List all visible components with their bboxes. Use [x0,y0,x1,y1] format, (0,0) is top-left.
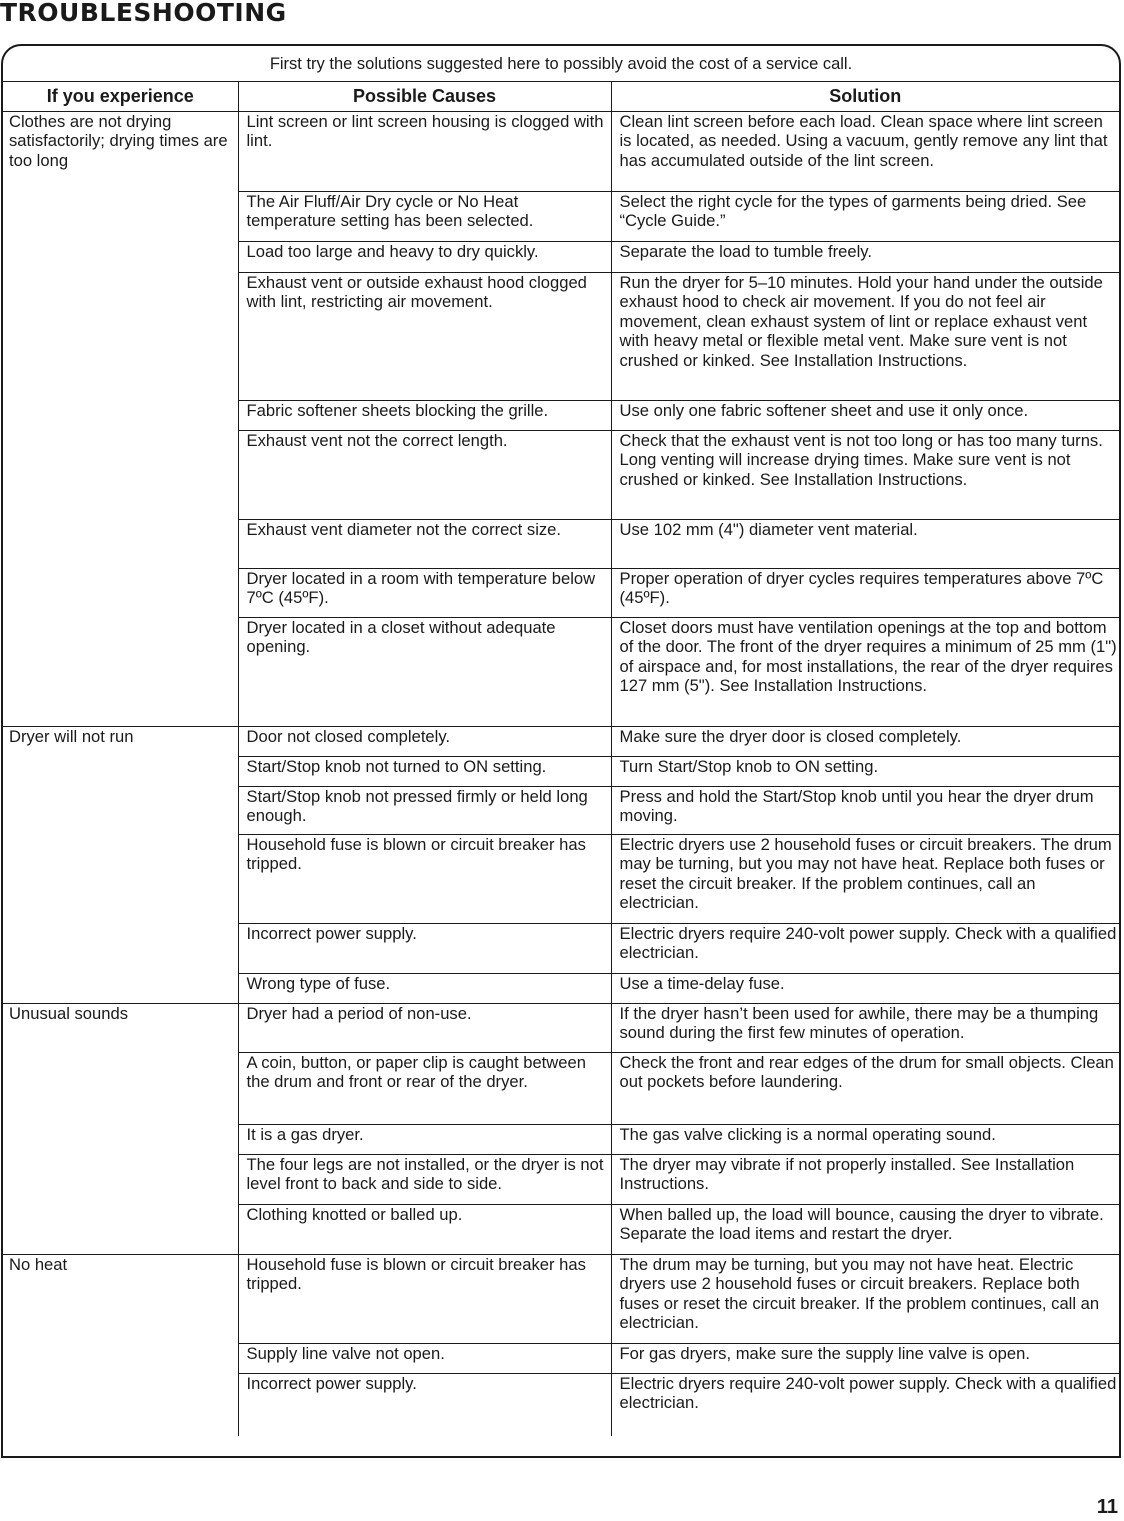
symptom-cell: Dryer will not run [3,727,238,1004]
table-row [3,727,1119,757]
solution-cell: Use only one fabric softener sheet and use it only once. [611,401,1119,431]
page-title: TROUBLESHOOTING [0,0,287,27]
solution-cell: The dryer may vibrate if not properly installed. See Installation Instructions. [611,1155,1119,1205]
solution-cell: Press and hold the Start/Stop knob until you hear the dryer drum moving. [611,787,1119,835]
cause-cell: Dryer located in a room with temperature below 7ºC (45ºF). [238,569,611,618]
solution-cell: If the dryer hasn’t been used for awhile, there may be a thumping sound during the first few minutes of operation. [611,1004,1119,1053]
solution-cell: Check the front and rear edges of the drum for small objects. Clean out pockets before laundering. [611,1053,1119,1125]
cause-cell: A coin, button, or paper clip is caught between the drum and front or rear of the dryer. [238,1053,611,1125]
cause-cell: Start/Stop knob not turned to ON setting. [238,757,611,787]
table-row [3,1004,1119,1053]
cause-cell: The four legs are not installed, or the dryer is not level front to back and side to side. [238,1155,611,1205]
solution-cell: Separate the load to tumble freely. [611,242,1119,273]
solution-cell: Clean lint screen before each load. Clean space where lint screen is located, as needed. Using a vacuum, gently remove any lint that has accumulated outside of the lint screen. [611,112,1119,192]
cause-cell: Incorrect power supply. [238,924,611,974]
solution-cell: Electric dryers require 240-volt power supply. Check with a qualified electrician. [619,1374,1117,1413]
symptom-cell: Unusual sounds [3,1004,238,1255]
header-if-you-experience: If you experience [3,82,238,112]
cause-cell: Lint screen or lint screen housing is clogged with lint. [238,112,611,192]
symptom-cell: Clothes are not drying satisfactorily; drying times are too long [3,112,238,727]
cause-cell: Dryer located in a closet without adequate opening. [238,618,611,727]
solution-cell: For gas dryers, make sure the supply line valve is open. [611,1344,1119,1374]
page-number: 11 [1096,1496,1118,1518]
cause-cell: Household fuse is blown or circuit breaker has tripped. [238,1255,611,1344]
header-row [3,82,1119,112]
solution-cell: Electric dryers use 2 household fuses or circuit breakers. The drum may be turning, but you may not have heat. Replace both fuses or reset the circuit breaker. If the problem continues, call an electrician. [611,835,1119,924]
cause-cell: Exhaust vent diameter not the correct size. [238,520,611,569]
solution-cell: Turn Start/Stop knob to ON setting. [611,757,1119,787]
cause-cell: Door not closed completely. [238,727,611,757]
cause-cell: Supply line valve not open. [238,1344,611,1374]
solution-cell: Run the dryer for 5–10 minutes. Hold your hand under the outside exhaust hood to check air movement. If you do not feel air movement, clean exhaust system of lint or replace exhaust vent with heavy metal or flexible metal vent. Make sure vent is not crushed or kinked. See Installation Instructions. [611,273,1119,401]
cause-cell: Dryer had a period of non-use. [238,1004,611,1053]
cause-cell: Start/Stop knob not pressed firmly or held long enough. [238,787,611,835]
solution-cell: Proper operation of dryer cycles requires temperatures above 7ºC (45ºF). [611,569,1119,618]
troubleshooting-table [3,82,1119,1436]
cause-cell: Exhaust vent not the correct length. [238,431,611,520]
cause-cell: The Air Fluff/Air Dry cycle or No Heat temperature setting has been selected. [238,192,611,242]
solution-cell: Electric dryers require 240-volt power supply. Check with a qualified electrician. [611,924,1119,974]
solution-cell: Select the right cycle for the types of garments being dried. See “Cycle Guide.” [611,192,1119,242]
solution-cell: The gas valve clicking is a normal operating sound. [611,1125,1119,1155]
cause-cell: Incorrect power supply. [238,1374,611,1436]
solution-cell: Check that the exhaust vent is not too long or has too many turns. Long venting will increase drying times. Make sure vent is not crushed or kinked. See Installation Instructions. [611,431,1119,520]
solution-cell: Use 102 mm (4") diameter vent material. [611,520,1119,569]
table-body [3,112,1119,1436]
cause-cell: Load too large and heavy to dry quickly. [238,242,611,273]
solution-cell: When balled up, the load will bounce, causing the dryer to vibrate. Separate the load items and restart the dryer. [611,1205,1119,1255]
table-row [3,1255,1119,1344]
symptom-cell: No heat [3,1255,238,1436]
cause-cell: Fabric softener sheets blocking the grille. [238,401,611,431]
header-possible-causes: Possible Causes [238,82,611,112]
troubleshooting-table-frame [1,44,1121,1458]
solution-cell: Use a time-delay fuse. [611,974,1119,1004]
cause-cell: Household fuse is blown or circuit breaker has tripped. [238,835,611,924]
cause-cell: It is a gas dryer. [238,1125,611,1155]
header-solution: Solution [611,82,1119,112]
solution-cell: Closet doors must have ventilation openings at the top and bottom of the door. The front of the dryer requires a minimum of 25 mm (1") of airspace and, for most installations, the rear of the dryer requires 127 mm (5"). See Installation Instructions. [611,618,1119,727]
cause-cell: Clothing knotted or balled up. [238,1205,611,1255]
cause-cell: Exhaust vent or outside exhaust hood clogged with lint, restricting air movement. [238,273,611,401]
cause-cell: Wrong type of fuse. [238,974,611,1004]
intro-text: First try the solutions suggested here to possibly avoid the cost of a service call. [3,46,1119,82]
solution-cell: Make sure the dryer door is closed completely. [611,727,1119,757]
table-row [3,112,1119,192]
solution-cell: The drum may be turning, but you may not have heat. Electric dryers use 2 household fuses or circuit breakers. Replace both fuses or reset the circuit breaker. If the problem continues, call an electrician. [611,1255,1119,1344]
